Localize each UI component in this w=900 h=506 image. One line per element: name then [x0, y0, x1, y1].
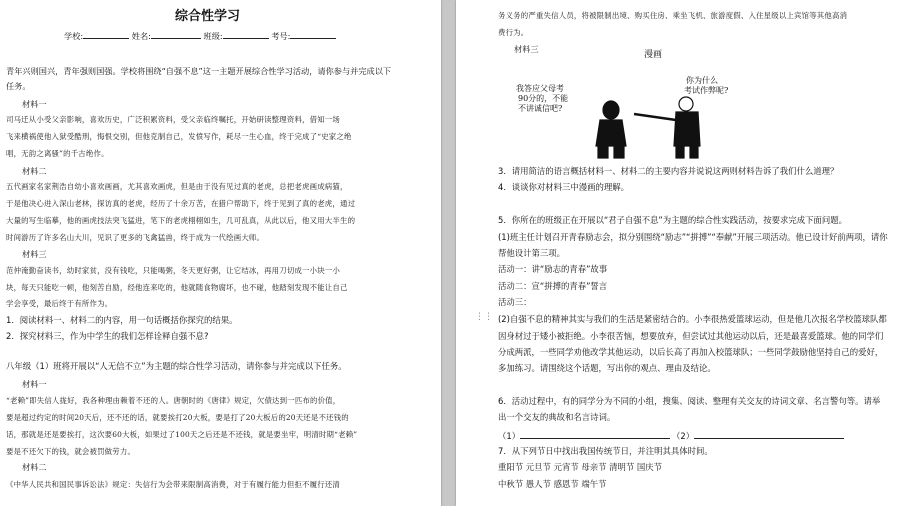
cartoon-title: 漫画	[644, 50, 663, 60]
cartoon-image	[516, 50, 736, 160]
question-2: 2．探究材料三，作为中学生的我们怎样诠释自强不息?	[6, 331, 209, 341]
material-2-line-2: 于是他决心进入深山老林，探访真的老虎，经历了十余万苦，在猎户帮助下，终于见到了真的老虎，通过	[6, 199, 356, 208]
answer-6-1-label: （1）	[498, 431, 521, 441]
class-blank[interactable]	[223, 30, 269, 39]
material-3b-label: 材料三	[514, 44, 539, 54]
question-7: 7．从下列节日中找出我国传统节日，并注明其具体时间。	[498, 446, 713, 456]
question-5-2-line-1: (2)自强不息的精神其实与我们的生活是紧密结合的。小李很热爱篮球运动，但是他几次报名学校篮球队都	[498, 314, 887, 324]
material-1b-label: 材料一	[22, 379, 47, 389]
question-3: 3．请用简洁的语言概括材料一、材料二的主要内容并说说这两则材料告诉了我们什么道理？	[498, 166, 839, 176]
material-2-label: 材料二	[22, 166, 47, 176]
answer-6-1[interactable]	[498, 430, 670, 442]
material-1-label: 材料一	[22, 99, 47, 109]
material-3-label: 材料三	[22, 249, 47, 259]
name-label: 姓名:	[131, 31, 151, 41]
paragraph-handle-icon[interactable]: ⋮⋮	[475, 312, 493, 322]
material-1-line-3: 唱，无韵之离骚”的千古绝作。	[6, 149, 109, 158]
material-2b-label: 材料二	[22, 462, 47, 472]
school-label: 学校:	[64, 31, 84, 41]
question-5-1-line-1: (1)班主任计划召开青春励志会，拟分别围绕“励志”“拼搏”“奉献”开展三项活动。他已设计好前两项，请你	[498, 232, 888, 242]
activity-3[interactable]: 活动三：	[498, 297, 532, 307]
answer-6-1-blank[interactable]	[520, 430, 670, 439]
grade8-intro: 八年级（1）班将开展以“人无信不立”为主题的综合性学习活动，请你参与并完成以下任务。	[6, 361, 347, 371]
activity-2: 活动二：宣“拼搏的青春”誓言	[498, 281, 608, 291]
material-2-line-1: 五代画家名家荆浩自幼小喜欢画画，尤其喜欢画虎，但是由于没有见过真的老虎，总把老虎画成病猫，	[6, 182, 348, 191]
right-page	[456, 0, 900, 506]
material-2-line-3: 大量的写生临摹，他的画虎技法突飞猛进，笔下的老虎栩栩如生，几可乱真，从此以后，他又用大半生的	[6, 216, 356, 225]
material-1b-line-1: “老赖”即失信人拢好，我各种理由赖着不还的人。唐朝时的《唐律》规定，欠债达到一匹布的价值，	[6, 396, 341, 405]
cartoon-speech-right-1: 你为什么	[686, 76, 718, 85]
activity-1: 活动一：讲“励志的青春”故事	[498, 264, 608, 274]
festival-list-1: 重阳节 元旦节 元宵节 母亲节 清明节 国庆节	[498, 462, 663, 472]
name-blank[interactable]	[151, 30, 201, 39]
question-5: 5．你所在的班级正在开展以“君子自强不息”为主题的综合性实践活动，按要求完成下面问题。	[498, 215, 848, 225]
material-1b-line-3: 话，那就是还是要挨打，这次要60大板，如果过了100天之后还是不还钱，就是要坐牢，明清时期“老赖”	[6, 430, 358, 439]
left-page	[0, 0, 441, 506]
material-1b-line-2: 要是超过约定的时间20天后，还不还的话，就要挨打20大板，要是打了20大板后的20天还是不还钱的	[6, 413, 349, 422]
exam-no-blank[interactable]	[290, 30, 336, 39]
material-2b-line-1: 《中华人民共和国民事诉讼法》规定：失信行为会带来限制高消费，对于有履行能力但拒不履行还清	[6, 480, 340, 489]
cartoon-speech-right-2: 考试作弊呢?	[684, 86, 729, 95]
page-title: 综合性学习	[175, 9, 241, 24]
question-5-1-line-2: 帮他设计第三项。	[498, 248, 565, 258]
intro-line-2: 任务。	[6, 81, 31, 91]
material-1-line-1: 司马迁从小受父亲影响，喜欢历史，广泛积累资料，受父亲临终嘱托，开始研读整理资料，借知一场	[6, 115, 340, 124]
material-3-line-1: 范仲淹勤奋读书，幼时家贫，没有钱吃，只能喝粥，冬天更好粥，让它结冰，再用刀切成一小块一小	[6, 266, 340, 275]
class-label: 班级:	[203, 31, 223, 41]
cartoon-drawing	[516, 50, 736, 160]
intro-line-1: 青年兴则国兴，青年强则国强。学校将围绕“自强不息”这一主题开展综合性学习活动，请你参与并完成以下	[6, 66, 392, 76]
question-5-2-line-2: 因身材过于矮小被拒绝。小李很苦恼，想要放弃，但尝试过其他运动以后，还是最喜爱篮球。他的同学们	[498, 331, 884, 341]
question-1: 1．阅读材料一、材料二的内容，用一句话概括你探究的结果。	[6, 315, 238, 325]
question-5-2-line-4: 多加练习。请围绕这个话题，写出你的观点、理由及结论。	[498, 363, 716, 373]
material-3-line-3: 学会享受，最后终于有所作为。	[6, 299, 113, 308]
material-2b-cont-line-2: 费行为。	[498, 28, 529, 37]
material-1b-line-4: 要是不还欠下的钱，就会被罚做劳力。	[6, 447, 136, 456]
question-5-2-line-3: 分成两派，一些同学劝他改学其他运动，以后长高了再加入校篮球队；一些同学鼓励他坚持自己的爱好，	[498, 347, 884, 357]
material-2b-cont-line-1: 务义务的严重失信人员，将被限制出境、购买住房、乘坐飞机、旅游度假、入住星级以上宾馆等其他高消	[498, 11, 848, 20]
material-1-line-2: 飞来横祸使他入狱受酷刑，悔恨交别，但他克制自己，发愤写作，耗尽一生心血，终于完成了“史家之绝	[6, 132, 352, 141]
answer-6-2-blank[interactable]	[694, 430, 844, 439]
cartoon-speech-left-1: 我答应父母考	[516, 84, 564, 93]
question-6-line-1: 6．活动过程中，有的同学分为不同的小组，搜集、阅读、整理有关交友的诗词文章、名言警句等。请举	[498, 396, 881, 406]
material-3-line-2: 块，每天只能吃一顿，他刻苦自励，经他连来吃的，他就随食物腐坏，也不碰，他踏刻发现不能让自己	[6, 283, 348, 292]
cartoon-speech-left-3: 不讲诚信吧?	[518, 104, 563, 113]
question-4: 4．谈谈你对材料三中漫画的理解。	[498, 182, 629, 192]
exam-header	[64, 30, 336, 42]
school-blank[interactable]	[83, 30, 129, 39]
cartoon-speech-left-2: 90分的，不能	[518, 94, 569, 103]
question-6-line-2: 出一个交友的典故和名言诗词。	[498, 412, 616, 422]
exam-no-label: 考号:	[271, 31, 291, 41]
answer-6-2-label: （2）	[672, 431, 695, 441]
material-2-line-4: 时间游历了许多名山大川，见识了更多的飞禽猛兽，终于成为一代绘画大师。	[6, 233, 265, 242]
answer-6-2[interactable]	[672, 430, 844, 442]
festival-list-2: 中秋节 愚人节 感恩节 端午节	[498, 479, 607, 489]
